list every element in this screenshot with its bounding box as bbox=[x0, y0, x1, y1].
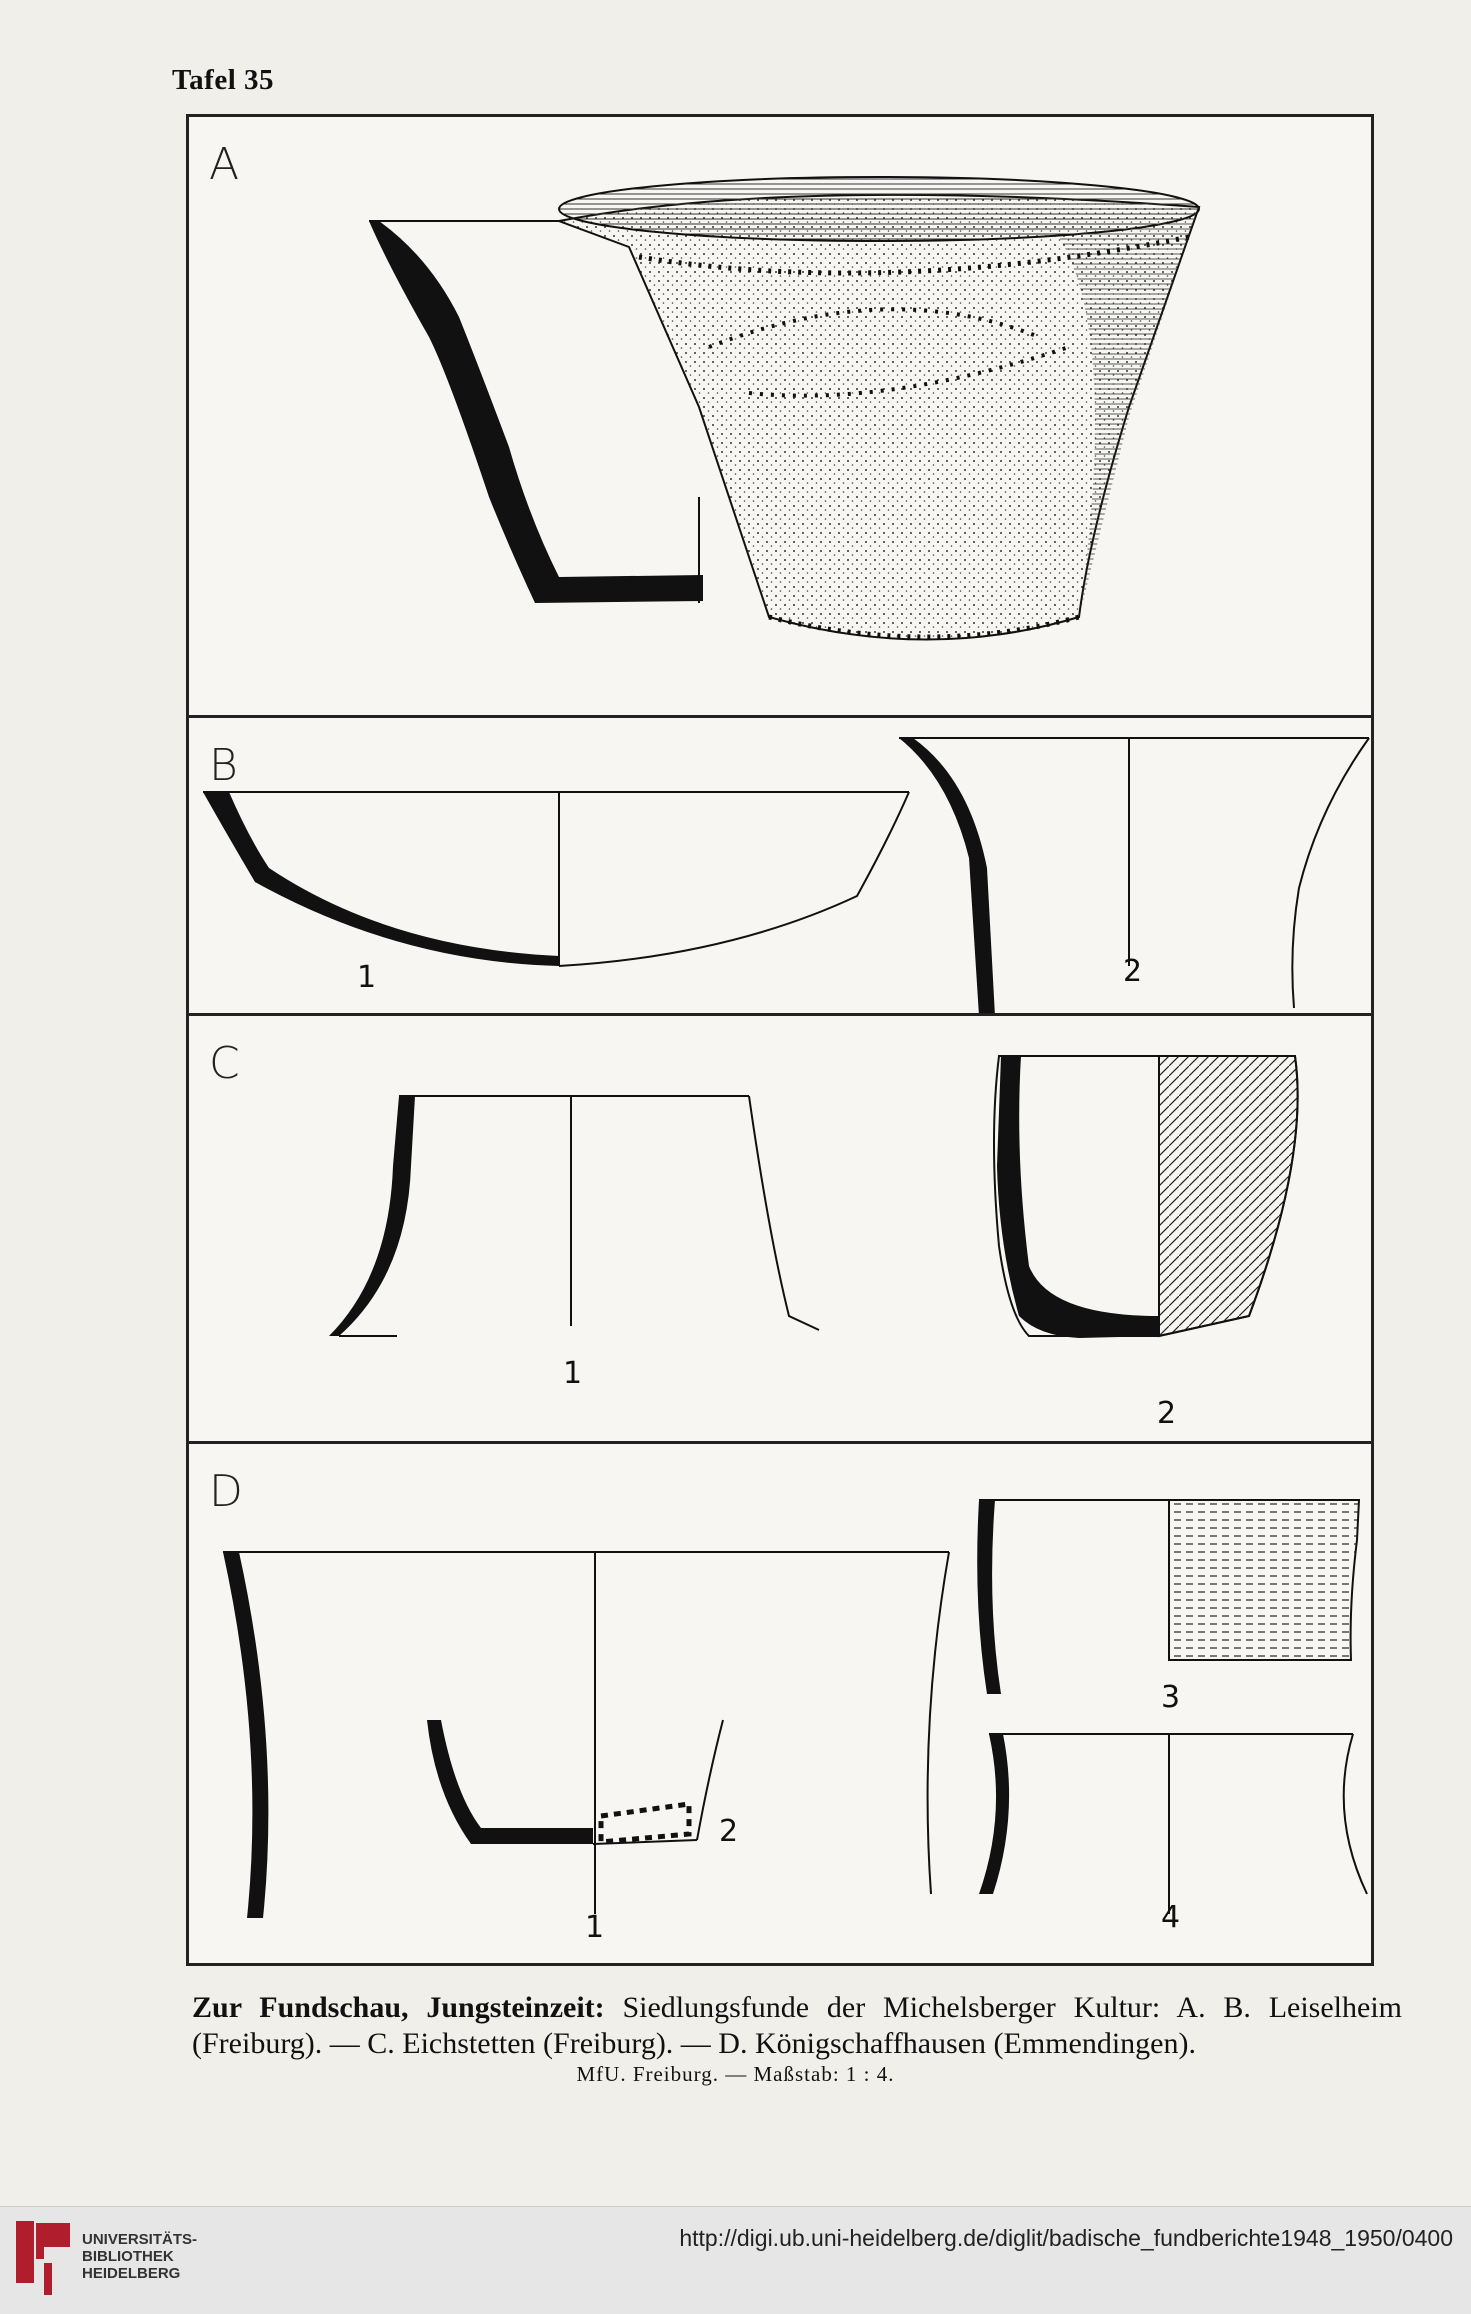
footer-bar bbox=[0, 2206, 1471, 2314]
caption-lead: Zur Fundschau, Jungsteinzeit: bbox=[192, 1991, 605, 2024]
page-title: Tafel 35 bbox=[172, 64, 275, 96]
panel-c bbox=[189, 1013, 1371, 1441]
panel-d bbox=[189, 1441, 1371, 1963]
panel-b bbox=[189, 715, 1371, 1013]
logo-line-3: HEIDELBERG bbox=[82, 2265, 181, 2282]
library-logo-text bbox=[82, 2231, 197, 2282]
vessel-c-drawing bbox=[189, 1016, 1371, 1444]
panel-letter-a: A bbox=[209, 139, 240, 190]
vessel-d-drawing bbox=[189, 1444, 1371, 1966]
find-label-b1: 1 bbox=[357, 960, 377, 995]
find-label-d3: 3 bbox=[1161, 1680, 1181, 1715]
find-label-b2: 2 bbox=[1123, 954, 1143, 989]
find-label-d1: 1 bbox=[585, 1910, 605, 1945]
panel-a bbox=[189, 117, 1371, 715]
figure-caption bbox=[192, 1990, 1402, 2062]
find-label-d2: 2 bbox=[719, 1814, 739, 1849]
figure-plate bbox=[186, 114, 1374, 1966]
caption-text: Siedlungsfunde der Michelsberger Kultur: A. B. Leiselheim (Freiburg). — C. Eichstetten (Freiburg). — D. Königschaffhausen (Emmendingen). bbox=[192, 1991, 1402, 2060]
panel-letter-b: B bbox=[209, 740, 238, 791]
figure-credit: MfU. Freiburg. — Maßstab: 1 : 4. bbox=[576, 2062, 895, 2086]
logo-line-1: UNIVERSITÄTS- bbox=[82, 2231, 198, 2248]
find-label-d4: 4 bbox=[1161, 1900, 1181, 1935]
source-url-link[interactable]: http://digi.ub.uni-heidelberg.de/diglit/badische_fundberichte1948_1950/0400 bbox=[679, 2225, 1453, 2251]
logo-line-2: BIBLIOTHEK bbox=[82, 2248, 174, 2265]
vessel-a-drawing bbox=[189, 117, 1371, 715]
find-label-c2: 2 bbox=[1157, 1396, 1177, 1431]
panel-letter-d: D bbox=[209, 1466, 243, 1517]
library-logo-icon bbox=[14, 2219, 74, 2301]
panel-letter-c: C bbox=[209, 1038, 240, 1089]
find-label-c1: 1 bbox=[563, 1356, 583, 1391]
